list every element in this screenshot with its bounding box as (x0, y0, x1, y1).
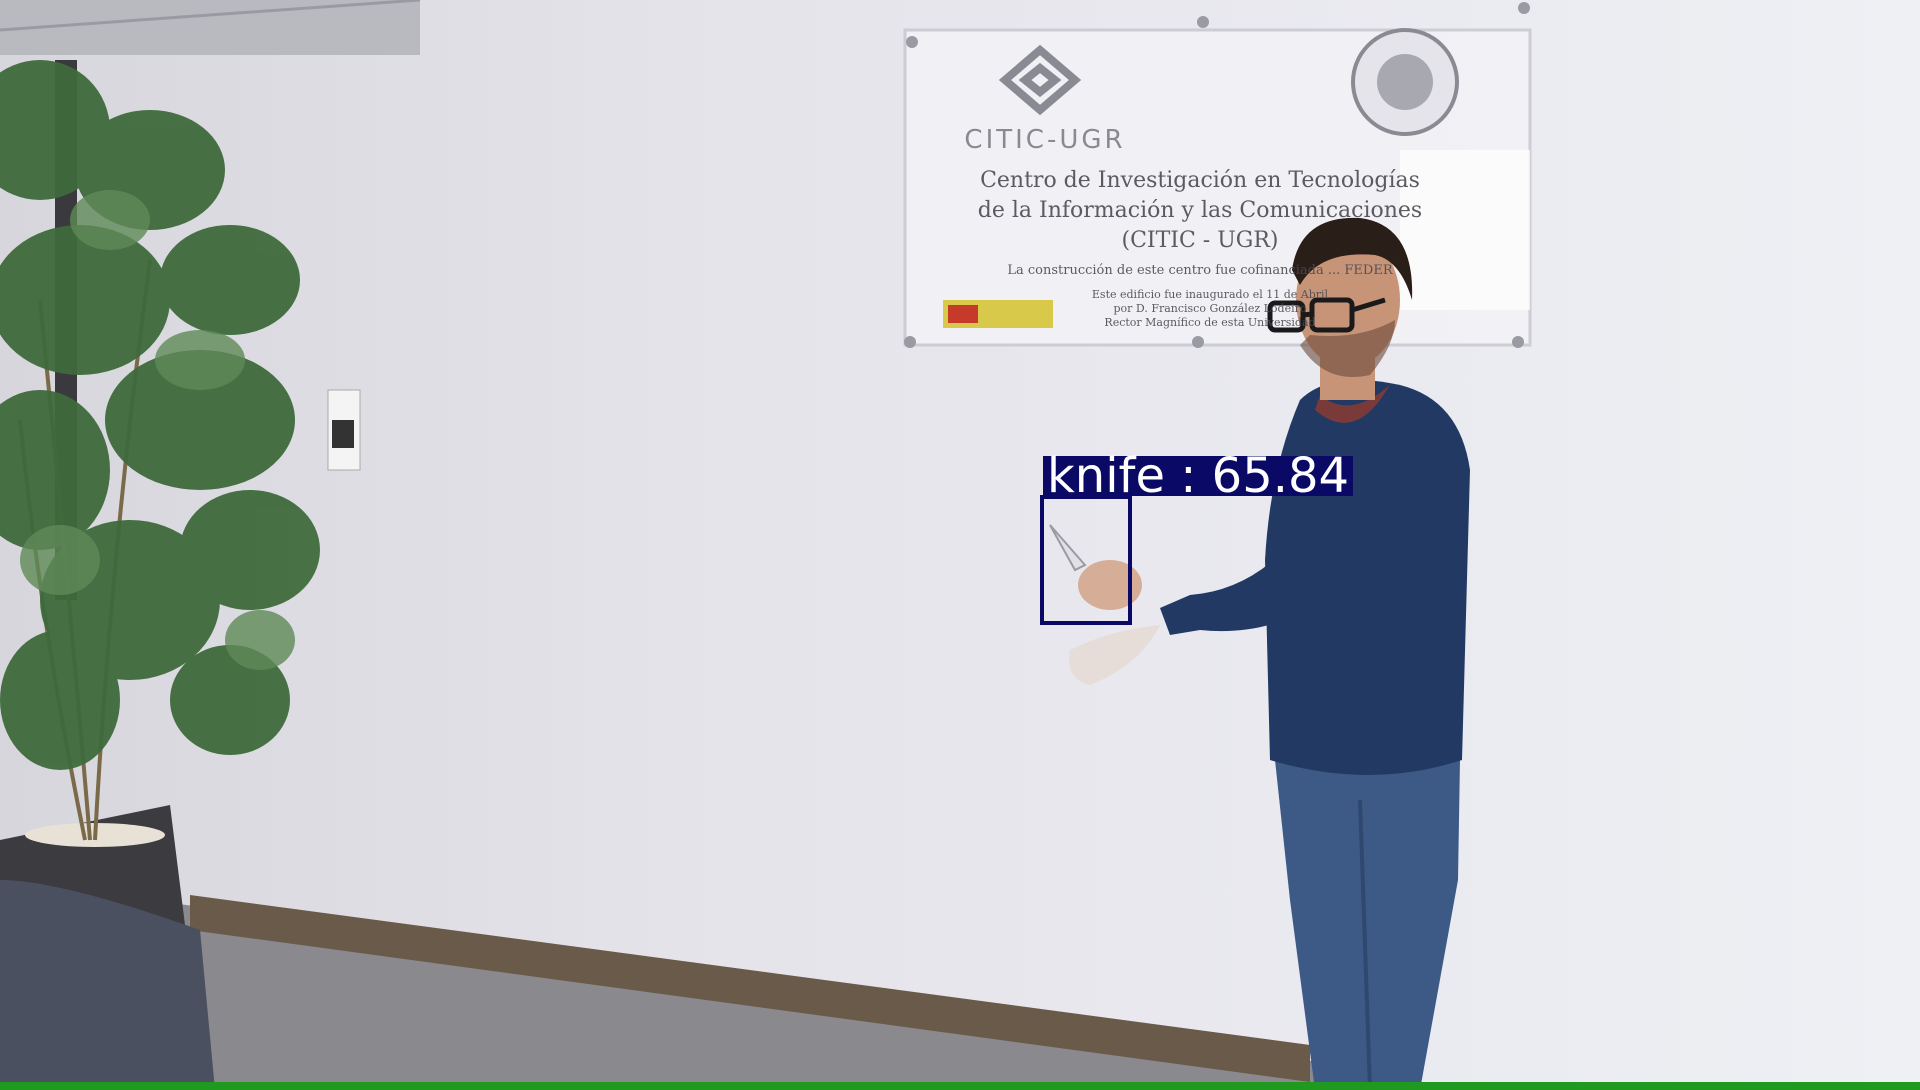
plaque-line-3: (CITIC - UGR) (1121, 228, 1279, 253)
detection-label (1043, 448, 1353, 504)
plaque-line-5: Este edificio fue inaugurado el 11 de Abril (1091, 288, 1329, 301)
plaque-line-7: Rector Magnífico de esta Universidad (1104, 316, 1316, 329)
plaque-line-1: Centro de Investigación en Tecnologías (980, 168, 1420, 193)
detection-class: knife (1047, 448, 1165, 504)
plaque-line-4: La construcción de este centro fue cofinanciada ... FEDER (1007, 263, 1393, 278)
progress-bar (0, 1082, 1920, 1090)
detection-separator: : (1164, 448, 1212, 504)
plaque-line-6: por D. Francisco González Lodeiro (1113, 302, 1307, 315)
detection-score: 65.84 (1211, 448, 1350, 504)
detection-bounding-box (1040, 495, 1132, 625)
plaque-logo-text: CITIC-UGR (964, 125, 1126, 155)
plaque-line-2: de la Información y las Comunicaciones (977, 198, 1423, 223)
